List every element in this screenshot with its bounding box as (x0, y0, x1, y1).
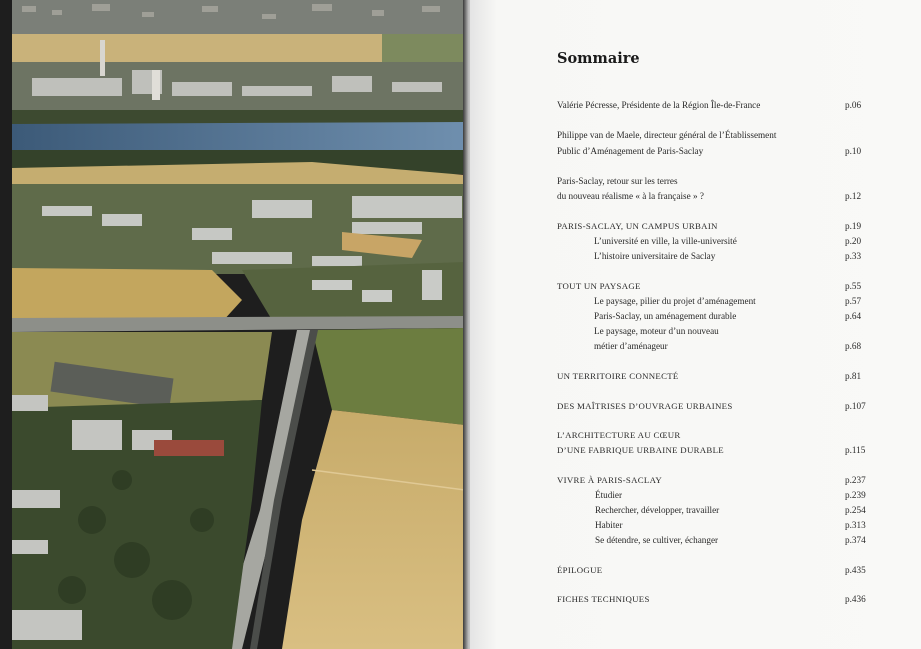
aerial-photo (12, 0, 465, 649)
table-of-contents: Valérie Pécresse, Présidente de la Région Île-de-France p.06 Philippe van de Maele, directeur général de l’Établissement Public d’Aménagement de Paris-Saclay p.10 Paris-Saclay, retour sur les terres du nouveau réalisme « à la française » ? p.12 PARIS-SACLAY, UN CAMPUS URBAIN p.19 L’université en ville, la ville-université p.20 L’histoire universitaire de Saclay p.33 TOUT UN PAYSAGE p.55 Le paysage, pilier du projet d’aménagement p.57 Paris-Saclay, un aménagement durable p.64 Le paysage, moteur d’un nouveau métier d’aménageur p.68 UN TERRITOIRE CONNECTÉ p.81 DES MAÎTRISES D’OUVRAGE URBAINES p.107 L’ARCHITECTURE AU CŒUR D’UNE FABRIQUE URBAINE DURABLE p.115 VIVRE À PARIS-SACLAY p.237 Étudier p.239 Rechercher, développer, travailler p.254 Habiter p.313 Se détendre, se cultiver, échanger p.374 ÉPILOGUE p.435 FICHES TECHNIQUES p.436 (557, 100, 866, 604)
right-page (470, 0, 921, 649)
aerial-landscape-photo-icon (12, 0, 465, 649)
page-title: Sommaire (557, 50, 640, 67)
